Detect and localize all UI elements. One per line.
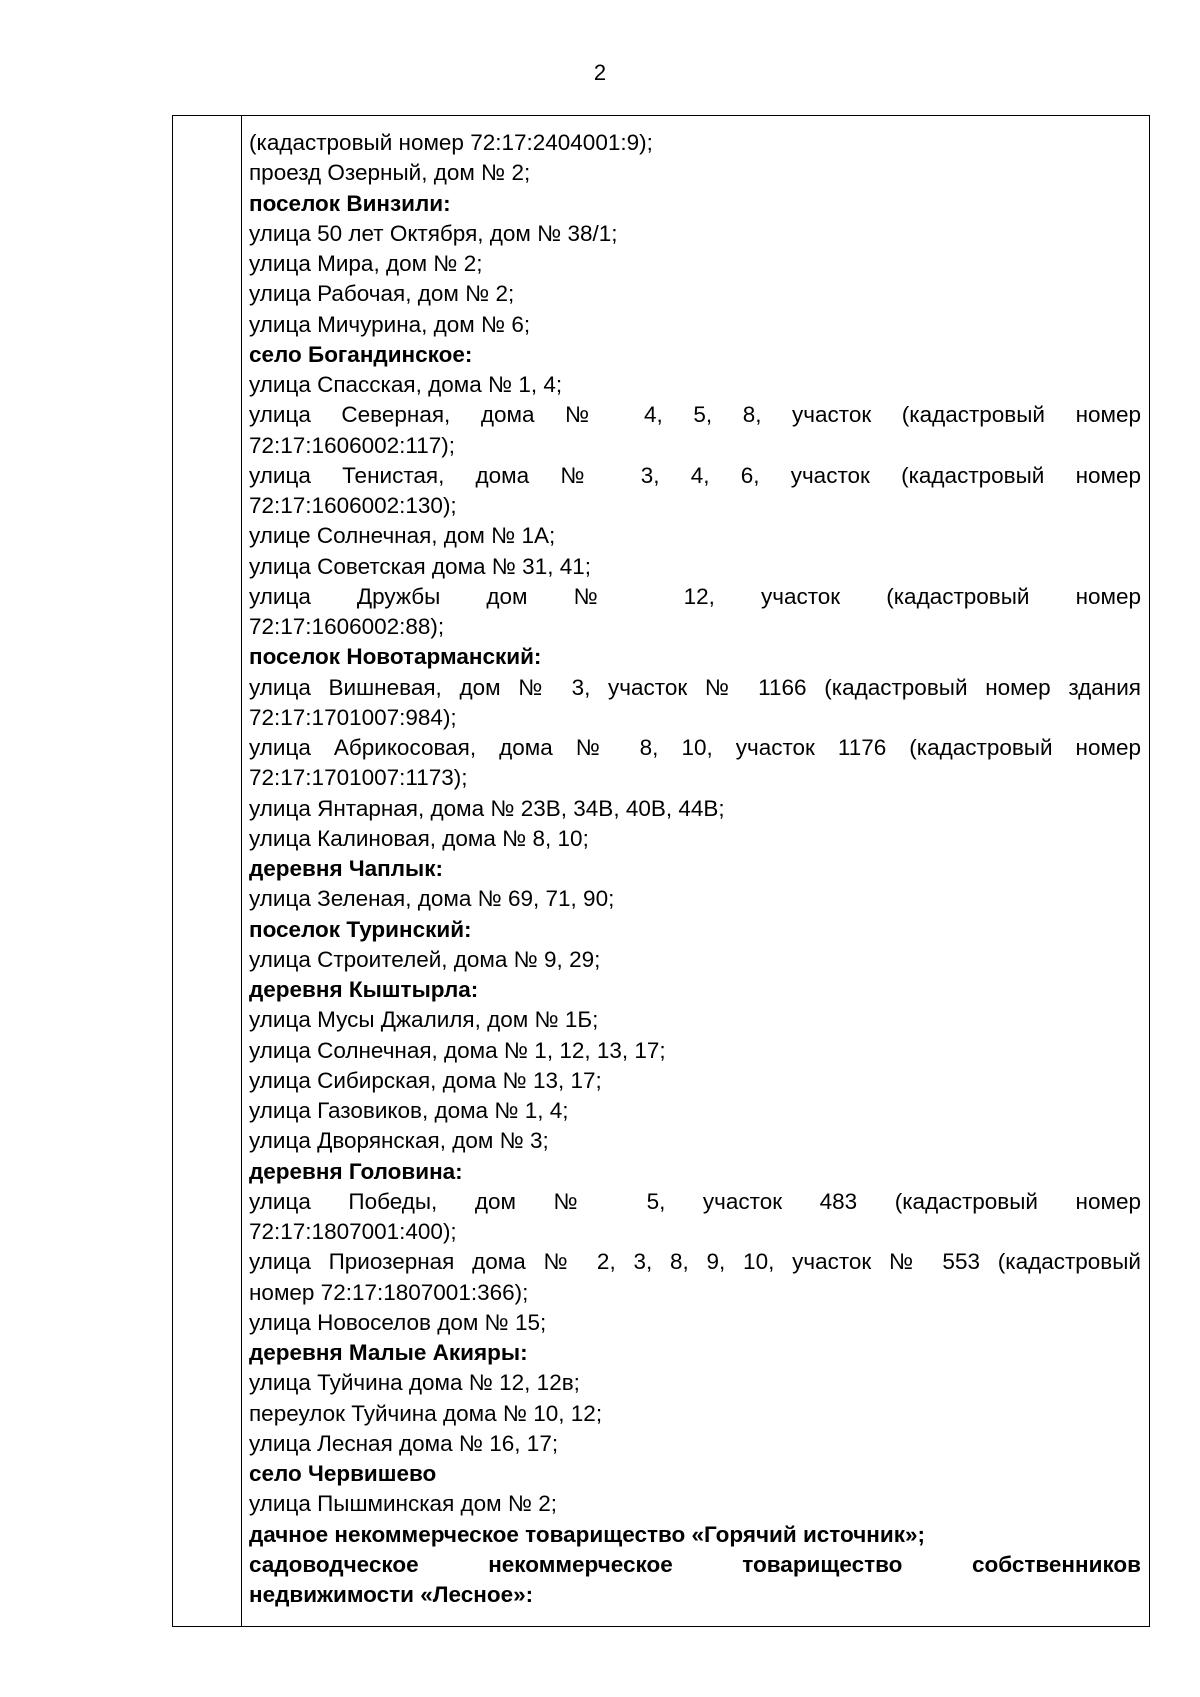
address-line: улица Дворянская, дом № 3; [249,1128,549,1154]
address-line: улица Победы, дом № 5, участок 483 (кадастровый номер [249,1188,1141,1214]
address-line: 72:17:1701007:984); [249,704,457,730]
address-line: улица Лесная дома № 16, 17; [249,1430,559,1456]
address-line: улица Рабочая, дом № 2; [249,281,515,307]
locality-heading: поселок Винзили: [249,190,451,216]
address-line: улица Калиновая, дома № 8, 10; [249,825,589,851]
address-line: улица Северная, дома № 4, 5, 8, участок (кадастровый номер [249,402,1141,428]
locality-heading: садоводческое некоммерческое товарищество собственников [249,1551,1141,1577]
address-line: улица Абрикосовая, дома № 8, 10, участок 1176 (кадастровый номер [249,735,1141,760]
address-line: улица Зеленая, дома № 69, 71, 90; [249,886,615,912]
table-left-column [173,116,242,1626]
address-line: 72:17:1701007:1173); [249,765,468,791]
address-line: 72:17:1606002:117); [249,432,456,458]
address-line: 72:17:1606002:88); [249,614,445,639]
address-line: улица Газовиков, дома № 1, 4; [249,1098,569,1123]
locality-heading: недвижимости «Лесное»: [249,1582,534,1607]
table-content-column [249,128,1141,1610]
address-line: проезд Озерный, дом № 2; [249,160,531,186]
page-number: 2 [593,60,607,85]
address-line: улица Мира, дом № 2; [249,251,483,276]
address-line: улица Тенистая, дома № 3, 4, 6, участок (кадастровый номер [249,462,1141,488]
locality-heading: поселок Новотарманский: [249,644,542,670]
address-line: (кадастровый номер 72:17:2404001:9); [249,130,653,155]
address-line: улица Мичурина, дом № 6; [249,311,531,337]
address-line: улица Солнечная, дома № 1, 12, 13, 17; [249,1037,666,1063]
address-line: номер 72:17:1807001:366); [249,1279,529,1305]
address-line: улица Янтарная, дома № 23В, 34В, 40В, 44В; [249,795,725,821]
locality-heading: деревня Малые Акияры: [249,1340,528,1365]
locality-heading: деревня Кыштырла: [249,977,479,1002]
locality-heading: село Богандинское: [249,341,473,367]
address-line: улице Солнечная, дом № 1А; [249,523,556,549]
locality-heading: деревня Чаплык: [249,856,444,881]
address-line: улица Мусы Джалиля, дом № 1Б; [249,1007,599,1033]
locality-heading: дачное некоммерческое товарищество «Горячий источник»; [249,1521,925,1547]
address-line: улица Вишневая, дом № 3, участок № 1166 (кадастровый номер здания [249,674,1141,700]
address-line: улица 50 лет Октября, дом № 38/1; [249,220,618,246]
address-line: улица Спасская, дома № 1, 4; [249,372,563,397]
address-line: улица Приозерная дома № 2, 3, 8, 9, 10, участок № 553 (кадастровый [249,1249,1141,1275]
address-line: улица Сибирская, дома № 13, 17; [249,1067,602,1093]
address-line: улица Пышминская дом № 2; [249,1491,558,1517]
address-line: улица Строителей, дома № 9, 29; [249,946,601,972]
address-table [172,115,1150,1627]
locality-heading: поселок Туринский: [249,916,472,942]
address-line: 72:17:1606002:130); [249,493,457,518]
address-line: 72:17:1807001:400); [249,1219,457,1244]
address-line: переулок Туйчина дома № 10, 12; [249,1400,603,1426]
address-line: улица Советская дома № 31, 41; [249,553,591,579]
address-line: улица Дружбы дом № 12, участок (кадастровый номер [249,583,1141,609]
locality-heading: деревня Головина: [249,1158,463,1184]
locality-heading: село Червишево [249,1461,437,1486]
address-line: улица Новоселов дом № 15; [249,1309,547,1335]
address-line: улица Туйчина дома № 12, 12в; [249,1370,580,1396]
